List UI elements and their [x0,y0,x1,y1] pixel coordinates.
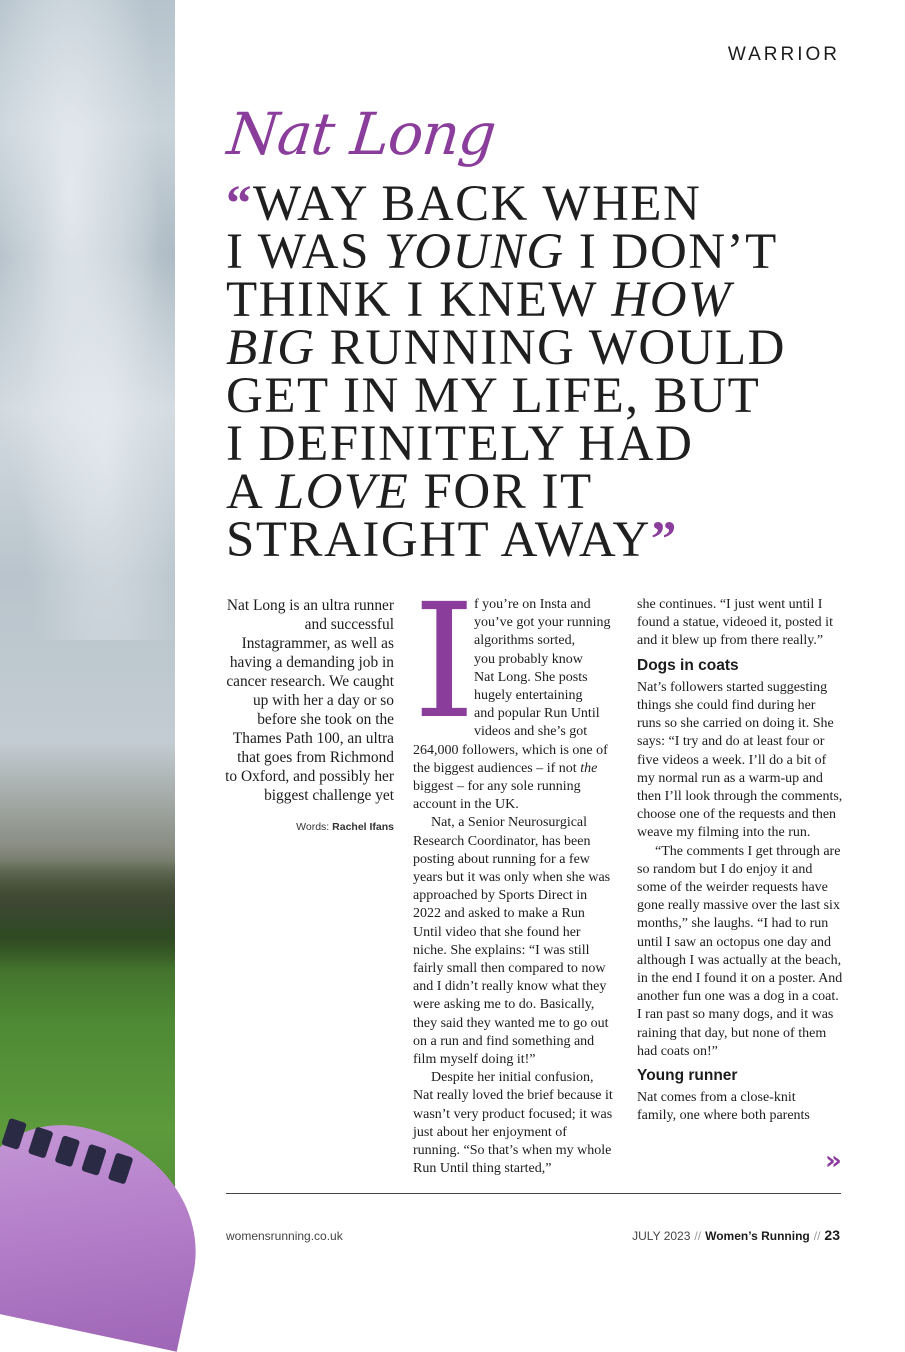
issue-date: JULY 2023 [632,1229,691,1243]
body-text: 264,000 followers, which is one of the biggest audiences – if not [413,742,608,776]
body-emphasis: the [580,760,598,776]
footer-website-link[interactable]: womensrunning.co.uk [226,1229,343,1243]
body-line: algorithms sorted, [474,633,576,649]
headline-emphasis: YOUNG [384,224,565,280]
headline-emphasis: BIG [226,320,316,376]
body-line: and popular Run Until [474,706,600,722]
byline-label: Words: [296,821,333,833]
body-text: biggest – for any sole running account in the UK. [413,779,581,813]
body-line: you’ve got your running [474,615,611,631]
body-paragraph: Despite her initial confusion, Nat really loved the brief because it wasn’t very product focused; it was just about her enjoyment of running. “So that’s when my whole Run Until thing started,” [413,1070,613,1177]
body-column-1 [413,570,616,1179]
headline-text: FOR IT [409,464,593,520]
footer-folio [632,1227,840,1243]
standfirst [222,596,394,805]
drop-cap: I [413,570,476,754]
body-line: hugely entertaining [474,688,583,704]
byline-author: Rachel Ifans [332,821,394,833]
body-paragraph: Nat’s followers started suggesting things she could find during her runs so she carried on doing it. She says: “I try and do at least four or five videos a week. I’ll do a bit of my normal run as a warm-up and then I’ll look through the comments, choose one of the requests and then weave my filming into the run. [637,679,843,841]
photo-treeline [0,860,175,970]
open-quote-mark: “ [226,176,253,232]
dropcap-wrap-lines [474,596,616,742]
body-column-2 [637,596,843,1126]
continue-arrow-icon: » [825,1146,842,1176]
body-line: you probably know [474,651,583,667]
body-paragraph: Nat, a Senior Neurosurgical Research Coordinator, has been posting about running for a few years but it was only when she was approached by Sports Direct in 2022 and asked to make a Run Until video that she found her niche. She explains: “I was still fairly small then compared to now and I didn’t really know what they were asking me to do. Basically, they said they wanted me to go out on a run and find something and film myself doing it!” [413,815,611,1068]
body-paragraph: Nat comes from a close-knit family, one where both parents [637,1090,810,1124]
body-line: videos and she’s got [474,724,588,740]
article-title: Nat Long [224,100,499,168]
headline-text: A [226,464,276,520]
close-quote-mark: ” [650,512,678,568]
headline-emphasis: HOW [611,272,733,328]
folio-separator: // [813,1229,821,1243]
magazine-name: Women’s Running [705,1229,810,1243]
headline-text: RUNNING WOULD [315,320,786,376]
headline-text: I DON’T [564,224,778,280]
pull-quote-headline [226,176,876,568]
photo-sky [0,0,175,640]
headline-text: I WAS [226,224,385,280]
byline [222,821,394,833]
headline-text: GET IN MY LIFE, BUT [226,368,761,424]
folio-separator: // [694,1229,702,1243]
standfirst-text: is an ultra runner and successful Instagrammer, as well as having a demanding job in cancer research. We caught up with her a day or so before she took on the Thames Path 100, an ultra that goes from Richmond to Oxford, and possibly her biggest challenge yet [225,597,394,804]
body-paragraph [413,742,616,815]
headline-emphasis: LOVE [275,464,410,520]
headline-text: WAY BACK WHEN [253,176,702,232]
headline-text: I DEFINITELY HAD [226,416,694,472]
body-line: f you’re on Insta and [474,597,591,612]
headline-text: THINK I KNEW [226,272,612,328]
section-label: WARRIOR [727,44,840,65]
subheading-dogs-in-coats: Dogs in coats [637,656,739,674]
headline-text: STRAIGHT AWAY [226,512,651,568]
body-paragraph: she continues. “I just went until I found a statue, videoed it, posted it and it blew up from there really.” [637,597,833,649]
subheading-young-runner: Young runner [637,1067,738,1085]
body-line: Nat Long. She posts [474,669,588,685]
cover-photo [0,0,175,1280]
standfirst-name: Nat Long [226,597,286,614]
footer-divider [226,1193,841,1194]
body-paragraph: “The comments I get through are so random but I do enjoy it and some of the weirder requests have gone really massive over the last six months,” she laughs. “I had to run until I saw an octopus one day and although I was actually at the beach, in the end I found it on a poster. And another fun one was a dog in a coat. I ran past so many dogs, and it was raining that day, but none of them had coats on!” [637,843,843,1059]
page-number: 23 [824,1227,840,1243]
